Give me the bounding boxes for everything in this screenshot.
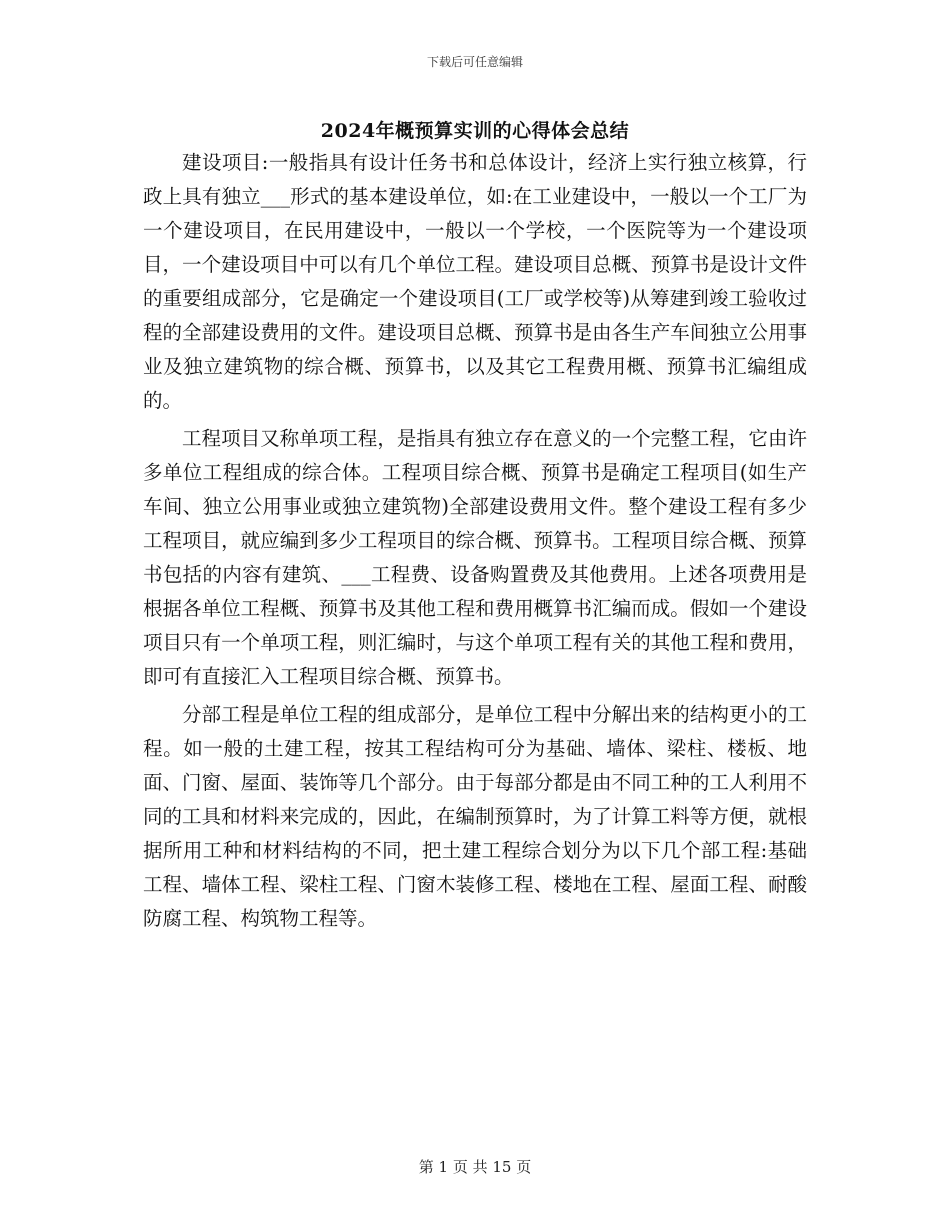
- document-title: 2024年概预算实训的心得体会总结: [320, 120, 630, 142]
- paragraph-1: 建设项目:一般指具有设计任务书和总体设计，经济上实行独立核算，行政上具有独立___形式的基本建设单位，如:在工业建设中，一般以一个工厂为一个建设项目，在民用建设中，一般以一个学校，一个医院等为一个建设项目，一个建设项目中可以有几个单位工程。建设项目总概、预算书是设计文件的重要组成部分，它是确定一个建设项目(工厂或学校等)从筹建到竣工验收过程的全部建设费用的文件。建设项目总概、预算书是由各生产车间独立公用事业及独立建筑物的综合概、预算书，以及其它工程费用概、预算书汇编组成的。: [143, 151, 807, 412]
- header-note: 下载后可任意编辑: [426, 55, 523, 69]
- paragraph-2: 工程项目又称单项工程，是指具有独立存在意义的一个完整工程，它由许多单位工程组成的综合体。工程项目综合概、预算书是确定工程项目(如生产车间、独立公用事业或独立建筑物)全部建设费用文件。整个建设工程有多少工程项目，就应编到多少工程项目的综合概、预算书。工程项目综合概、预算书包括的内容有建筑、___工程费、设备购置费及其他费用。上述各项费用是根据各单位工程概、预算书及其他工程和费用概算书汇编而成。假如一个建设项目只有一个单项工程，则汇编时，与这个单项工程有关的其他工程和费用，即可有直接汇入工程项目综合概、预算书。: [143, 427, 807, 688]
- document-body: [143, 146, 807, 940]
- paragraph-3: 分部工程是单位工程的组成部分，是单位工程中分解出来的结构更小的工程。如一般的土建工程，按其工程结构可分为基础、墙体、梁柱、楼板、地面、门窗、屋面、装饰等几个部分。由于每部分都是由不同工种的工人利用不同的工具和材料来完成的，因此，在编制预算时，为了计算工料等方便，就根据所用工种和材料结构的不同，把土建工程综合划分为以下几个部工程:基础工程、墙体工程、梁柱工程、门窗木装修工程、楼地在工程、屋面工程、耐酸防腐工程、构筑物工程等。: [143, 703, 807, 930]
- page-number: 第 1 页 共 15 页: [418, 1158, 532, 1176]
